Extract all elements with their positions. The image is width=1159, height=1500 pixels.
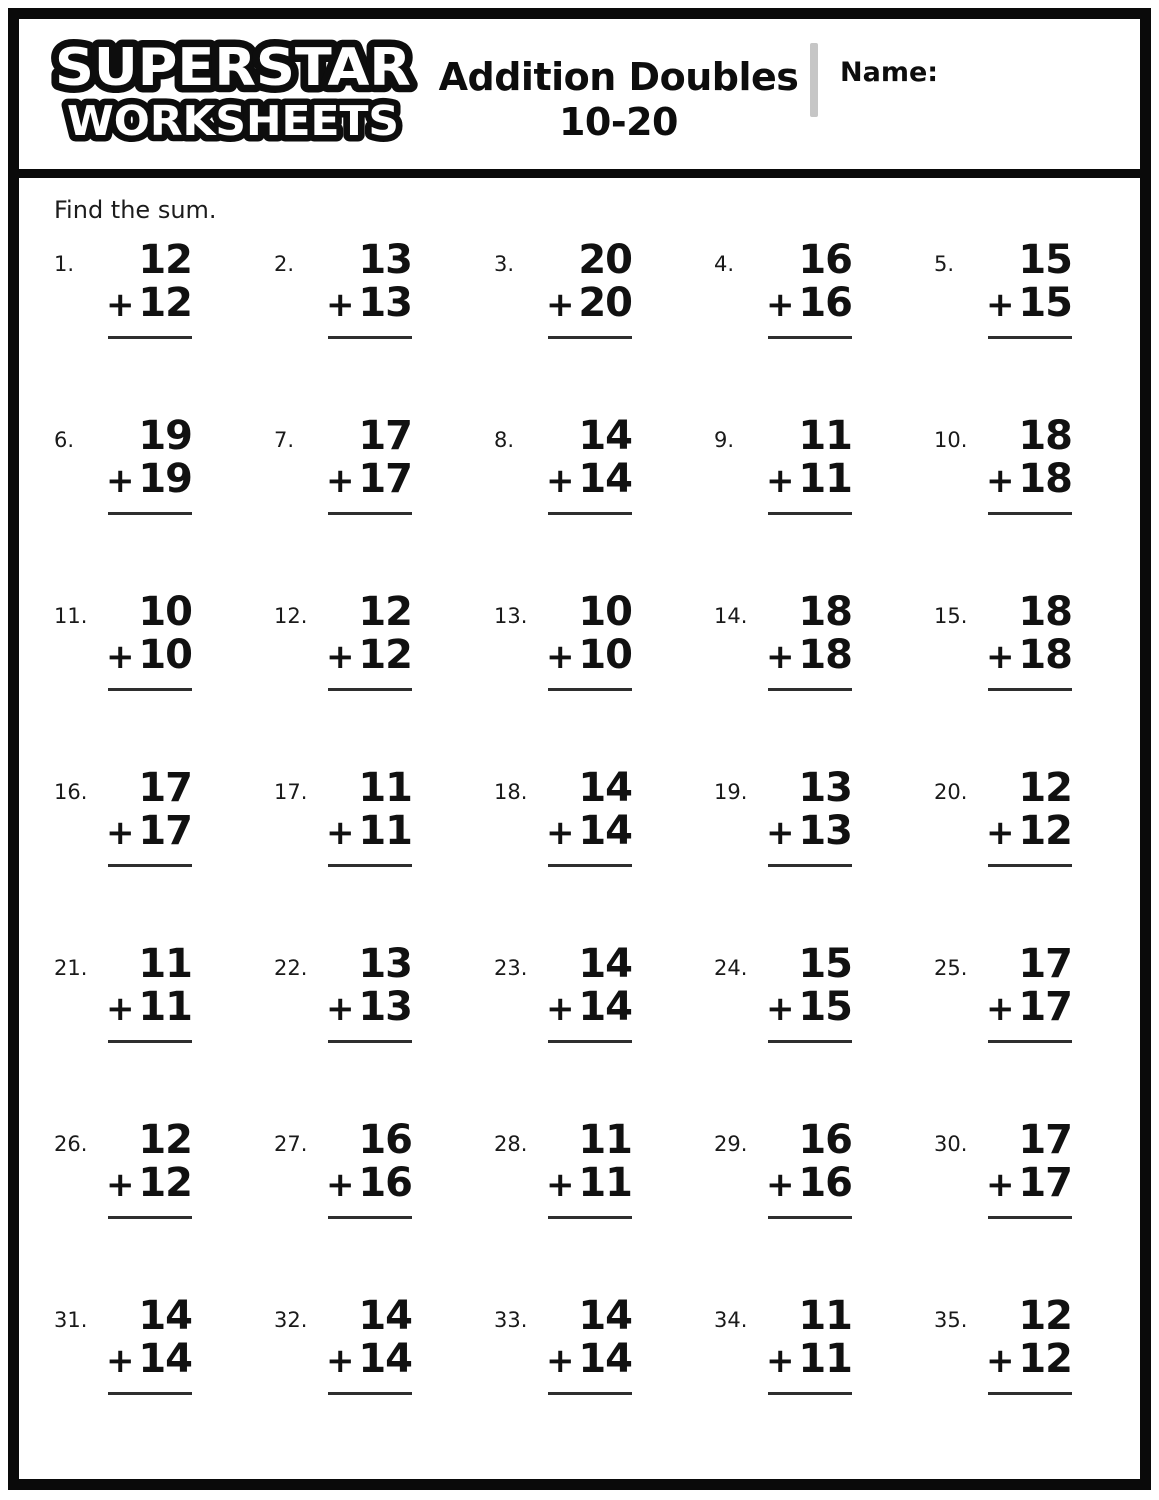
answer-line	[328, 688, 412, 691]
problem-cell	[703, 759, 923, 935]
name-field-area	[818, 33, 1140, 88]
problem-cell	[263, 1111, 483, 1287]
bottom-operand: 18	[798, 632, 852, 679]
top-operand: 20	[578, 237, 632, 283]
answer-line	[108, 1392, 192, 1395]
plus-operator: +	[766, 813, 794, 854]
problem-number: 15.	[934, 604, 968, 628]
answer-line	[988, 512, 1072, 515]
problem-cell	[483, 407, 703, 583]
top-operand: 17	[1018, 941, 1072, 987]
problem-math	[766, 943, 852, 1111]
problem-math	[986, 943, 1072, 1111]
problem-number: 14.	[714, 604, 748, 628]
problem-math	[766, 767, 852, 935]
problem-cell	[43, 1287, 263, 1463]
problem-math	[106, 239, 192, 407]
answer-line	[768, 512, 852, 515]
bottom-operand: 14	[578, 808, 632, 855]
problem-cell	[483, 231, 703, 407]
plus-operator: +	[546, 637, 574, 678]
bottom-operand: 18	[1018, 632, 1072, 679]
problem-number: 29.	[714, 1132, 748, 1156]
problem-cell	[263, 231, 483, 407]
answer-line	[328, 1040, 412, 1043]
problem-number: 25.	[934, 956, 968, 980]
problem-number: 9.	[714, 428, 735, 452]
problem-math	[106, 591, 192, 759]
problem-cell	[923, 583, 1140, 759]
problem-number: 22.	[274, 956, 308, 980]
problem-math	[326, 1295, 412, 1463]
problem-number: 20.	[934, 780, 968, 804]
bottom-operand: 12	[1018, 1336, 1072, 1383]
plus-operator: +	[766, 1341, 794, 1382]
bottom-operand: 20	[578, 280, 632, 327]
top-operand: 12	[1018, 1293, 1072, 1339]
bottom-operand: 14	[578, 1336, 632, 1383]
problem-number: 28.	[494, 1132, 528, 1156]
problem-math	[546, 591, 632, 759]
problem-number: 18.	[494, 780, 528, 804]
answer-line	[988, 1392, 1072, 1395]
problem-cell	[483, 583, 703, 759]
problem-number: 32.	[274, 1308, 308, 1332]
top-operand: 14	[358, 1293, 412, 1339]
top-operand: 15	[798, 941, 852, 987]
problem-math	[546, 415, 632, 583]
bottom-operand: 11	[578, 1160, 632, 1207]
problem-cell	[923, 231, 1140, 407]
problem-number: 6.	[54, 428, 75, 452]
problem-math	[986, 1295, 1072, 1463]
bottom-operand: 13	[798, 808, 852, 855]
problem-math	[766, 1295, 852, 1463]
problem-cell	[263, 407, 483, 583]
problem-number: 3.	[494, 252, 515, 276]
name-divider-bar	[810, 43, 818, 117]
problem-number: 33.	[494, 1308, 528, 1332]
bottom-operand: 17	[138, 808, 192, 855]
plus-operator: +	[326, 1341, 354, 1382]
answer-line	[988, 864, 1072, 867]
plus-operator: +	[326, 1165, 354, 1206]
answer-line	[548, 864, 632, 867]
bottom-operand: 12	[138, 1160, 192, 1207]
bottom-operand: 10	[578, 632, 632, 679]
problem-math	[326, 415, 412, 583]
top-operand: 17	[358, 413, 412, 459]
answer-line	[328, 1216, 412, 1219]
problem-cell	[483, 1287, 703, 1463]
answer-line	[108, 864, 192, 867]
answer-line	[328, 336, 412, 339]
problem-number: 13.	[494, 604, 528, 628]
problem-math	[546, 1295, 632, 1463]
problem-cell	[923, 407, 1140, 583]
answer-line	[548, 1216, 632, 1219]
plus-operator: +	[106, 1165, 134, 1206]
bottom-operand: 16	[798, 1160, 852, 1207]
bottom-operand: 11	[798, 456, 852, 503]
problem-math	[766, 591, 852, 759]
bottom-operand: 14	[138, 1336, 192, 1383]
problem-math	[986, 239, 1072, 407]
answer-line	[328, 864, 412, 867]
answer-line	[328, 512, 412, 515]
problem-cell	[263, 935, 483, 1111]
page-title	[427, 33, 810, 145]
problem-math	[986, 415, 1072, 583]
problem-math	[986, 591, 1072, 759]
plus-operator: +	[106, 989, 134, 1030]
bottom-operand: 13	[358, 984, 412, 1031]
top-operand: 18	[1018, 589, 1072, 635]
bottom-operand: 11	[798, 1336, 852, 1383]
plus-operator: +	[106, 285, 134, 326]
answer-line	[108, 688, 192, 691]
top-operand: 16	[358, 1117, 412, 1163]
top-operand: 12	[138, 1117, 192, 1163]
top-operand: 12	[1018, 765, 1072, 811]
problem-cell	[43, 407, 263, 583]
plus-operator: +	[106, 637, 134, 678]
bottom-operand: 14	[578, 456, 632, 503]
problem-number: 34.	[714, 1308, 748, 1332]
bottom-operand: 18	[1018, 456, 1072, 503]
top-operand: 14	[578, 941, 632, 987]
problem-cell	[923, 759, 1140, 935]
top-operand: 10	[138, 589, 192, 635]
problem-number: 35.	[934, 1308, 968, 1332]
header	[19, 19, 1140, 169]
title-line2: 10-20	[558, 99, 679, 144]
answer-line	[988, 1216, 1072, 1219]
problem-cell	[43, 935, 263, 1111]
problem-number: 17.	[274, 780, 308, 804]
problem-math	[326, 591, 412, 759]
problem-number: 21.	[54, 956, 88, 980]
answer-line	[548, 1040, 632, 1043]
top-operand: 14	[578, 413, 632, 459]
problem-math	[546, 767, 632, 935]
answer-line	[108, 1216, 192, 1219]
problem-math	[326, 767, 412, 935]
bottom-operand: 10	[138, 632, 192, 679]
top-operand: 16	[798, 237, 852, 283]
plus-operator: +	[546, 285, 574, 326]
plus-operator: +	[986, 989, 1014, 1030]
problem-number: 8.	[494, 428, 515, 452]
problem-math	[986, 767, 1072, 935]
problem-number: 27.	[274, 1132, 308, 1156]
plus-operator: +	[546, 461, 574, 502]
answer-line	[548, 336, 632, 339]
worksheet-content	[19, 178, 1140, 1479]
problem-cell	[263, 583, 483, 759]
plus-operator: +	[766, 1165, 794, 1206]
problem-cell	[703, 1287, 923, 1463]
plus-operator: +	[106, 461, 134, 502]
plus-operator: +	[986, 285, 1014, 326]
answer-line	[108, 336, 192, 339]
problem-cell	[43, 583, 263, 759]
problem-math	[326, 239, 412, 407]
problem-cell	[923, 1287, 1140, 1463]
problem-cell	[263, 1287, 483, 1463]
top-operand: 11	[358, 765, 412, 811]
bottom-operand: 16	[358, 1160, 412, 1207]
top-operand: 17	[1018, 1117, 1072, 1163]
logo-line1: SUPERSTAR	[55, 38, 411, 98]
problem-cell	[703, 407, 923, 583]
top-operand: 14	[578, 765, 632, 811]
superstar-worksheets-logo	[39, 33, 427, 159]
logo-graphic	[39, 33, 427, 155]
problem-cell	[703, 231, 923, 407]
problem-math	[546, 239, 632, 407]
top-operand: 17	[138, 765, 192, 811]
top-operand: 14	[578, 1293, 632, 1339]
bottom-operand: 14	[358, 1336, 412, 1383]
top-operand: 16	[798, 1117, 852, 1163]
problem-cell	[43, 231, 263, 407]
plus-operator: +	[766, 989, 794, 1030]
answer-line	[768, 1216, 852, 1219]
top-operand: 14	[138, 1293, 192, 1339]
problem-number: 26.	[54, 1132, 88, 1156]
top-operand: 12	[358, 589, 412, 635]
plus-operator: +	[326, 461, 354, 502]
top-operand: 13	[358, 941, 412, 987]
bottom-operand: 13	[358, 280, 412, 327]
bottom-operand: 19	[138, 456, 192, 503]
problem-number: 30.	[934, 1132, 968, 1156]
problem-number: 16.	[54, 780, 88, 804]
bottom-operand: 11	[358, 808, 412, 855]
problem-number: 4.	[714, 252, 735, 276]
top-operand: 12	[138, 237, 192, 283]
problem-number: 23.	[494, 956, 528, 980]
problem-number: 5.	[934, 252, 955, 276]
problem-cell	[43, 759, 263, 935]
bottom-operand: 12	[1018, 808, 1072, 855]
bottom-operand: 12	[138, 280, 192, 327]
plus-operator: +	[546, 1341, 574, 1382]
answer-line	[108, 512, 192, 515]
bottom-operand: 17	[358, 456, 412, 503]
title-line1: Addition Doubles	[438, 55, 799, 99]
bottom-operand: 16	[798, 280, 852, 327]
problem-math	[326, 1119, 412, 1287]
problem-math	[986, 1119, 1072, 1287]
plus-operator: +	[766, 637, 794, 678]
problem-number: 31.	[54, 1308, 88, 1332]
problem-number: 12.	[274, 604, 308, 628]
problem-number: 7.	[274, 428, 295, 452]
bottom-operand: 15	[1018, 280, 1072, 327]
answer-line	[768, 1040, 852, 1043]
plus-operator: +	[326, 813, 354, 854]
problem-cell	[483, 1111, 703, 1287]
plus-operator: +	[546, 813, 574, 854]
problem-math	[106, 767, 192, 935]
answer-line	[988, 336, 1072, 339]
problem-number: 19.	[714, 780, 748, 804]
answer-line	[108, 1040, 192, 1043]
worksheet-page	[8, 8, 1151, 1490]
problem-cell	[263, 759, 483, 935]
problem-cell	[483, 935, 703, 1111]
answer-line	[768, 336, 852, 339]
problem-math	[546, 943, 632, 1111]
problem-math	[106, 415, 192, 583]
problem-number: 24.	[714, 956, 748, 980]
problem-math	[546, 1119, 632, 1287]
problem-number: 11.	[54, 604, 88, 628]
problem-math	[326, 943, 412, 1111]
problem-number: 1.	[54, 252, 75, 276]
plus-operator: +	[986, 813, 1014, 854]
instruction-text: Find the sum.	[54, 196, 217, 224]
logo-line2: WORKSHEETS	[67, 97, 400, 145]
answer-line	[768, 864, 852, 867]
problem-math	[106, 943, 192, 1111]
plus-operator: +	[766, 461, 794, 502]
plus-operator: +	[546, 989, 574, 1030]
problem-cell	[923, 935, 1140, 1111]
bottom-operand: 12	[358, 632, 412, 679]
bottom-operand: 14	[578, 984, 632, 1031]
bottom-operand: 17	[1018, 1160, 1072, 1207]
top-operand: 13	[798, 765, 852, 811]
answer-line	[548, 1392, 632, 1395]
plus-operator: +	[986, 1341, 1014, 1382]
plus-operator: +	[766, 285, 794, 326]
answer-line	[768, 1392, 852, 1395]
top-operand: 10	[578, 589, 632, 635]
top-operand: 11	[798, 413, 852, 459]
top-operand: 11	[798, 1293, 852, 1339]
top-operand: 18	[1018, 413, 1072, 459]
problem-number: 10.	[934, 428, 968, 452]
header-separator-rule	[19, 169, 1140, 178]
problem-math	[766, 415, 852, 583]
answer-line	[328, 1392, 412, 1395]
answer-line	[548, 512, 632, 515]
top-operand: 18	[798, 589, 852, 635]
name-label: Name:	[840, 57, 939, 88]
plus-operator: +	[326, 637, 354, 678]
problem-cell	[703, 935, 923, 1111]
problem-math	[106, 1119, 192, 1287]
plus-operator: +	[106, 1341, 134, 1382]
plus-operator: +	[106, 813, 134, 854]
answer-line	[988, 1040, 1072, 1043]
answer-line	[988, 688, 1072, 691]
plus-operator: +	[546, 1165, 574, 1206]
problem-math	[766, 1119, 852, 1287]
top-operand: 15	[1018, 237, 1072, 283]
problem-cell	[923, 1111, 1140, 1287]
plus-operator: +	[326, 989, 354, 1030]
top-operand: 11	[578, 1117, 632, 1163]
plus-operator: +	[326, 285, 354, 326]
answer-line	[548, 688, 632, 691]
bottom-operand: 11	[138, 984, 192, 1031]
plus-operator: +	[986, 637, 1014, 678]
problem-cell	[483, 759, 703, 935]
bottom-operand: 17	[1018, 984, 1072, 1031]
top-operand: 13	[358, 237, 412, 283]
plus-operator: +	[986, 461, 1014, 502]
problem-number: 2.	[274, 252, 295, 276]
problems-grid	[43, 231, 1140, 1463]
problem-cell	[43, 1111, 263, 1287]
plus-operator: +	[986, 1165, 1014, 1206]
top-operand: 19	[138, 413, 192, 459]
problem-math	[766, 239, 852, 407]
bottom-operand: 15	[798, 984, 852, 1031]
problem-cell	[703, 583, 923, 759]
problem-math	[106, 1295, 192, 1463]
top-operand: 11	[138, 941, 192, 987]
problem-cell	[703, 1111, 923, 1287]
answer-line	[768, 688, 852, 691]
